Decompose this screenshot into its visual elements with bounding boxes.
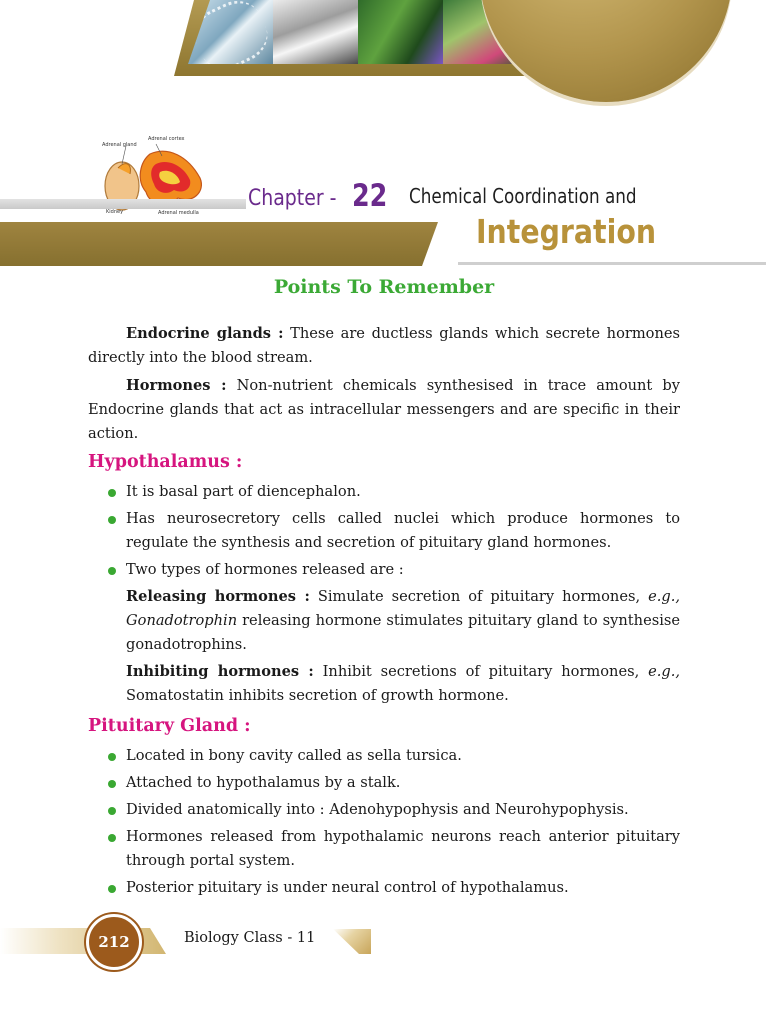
header-photo-strip [188,0,528,64]
figure-label-kidney: Kidney [106,209,124,215]
chapter-title: Chemical Coordination and [409,184,637,208]
releasing-hormones-text [88,585,680,657]
definition-hormones [88,374,680,446]
list-item-text: Posterior pituitary is under neural control of hypothalamus. [126,879,569,896]
brown-band-decoration [0,222,438,266]
list-item [88,798,680,822]
list-item-text: Hormones released from hypothalamic neurons reach anterior pituitary through portal system. [126,828,680,869]
term: Inhibiting hormones : [126,663,314,680]
list-item [88,876,680,900]
list-item-text: Divided anatomically into : Adenohypophysis and Neurohypophysis. [126,801,629,818]
list-item-text: It is basal part of diencephalon. [126,483,361,500]
list-item-text: Attached to hypothalamus by a stalk. [126,774,401,791]
text: releasing hormone stimulates pituitary gland to synthesise gonadotrophins. [126,612,680,653]
footer-tag-decoration [333,929,371,954]
bullet-icon [108,753,116,761]
plants-photo [358,0,443,64]
list-item [88,507,680,555]
list-item [88,558,680,582]
definition-endocrine-glands [88,322,680,370]
term: Endocrine glands : [126,325,284,342]
bullet-icon [108,885,116,893]
page-number-badge: 212 [86,914,142,970]
section-heading: Points To Remember [273,276,495,298]
bullet-icon [108,834,116,842]
footer-book-title: Biology Class - 11 [184,930,316,946]
text: Somatostatin inhibits secretion of growth hormone. [126,687,509,704]
list-item [88,480,680,504]
heading-rule [458,262,766,265]
list-item [88,825,680,873]
term: Releasing hormones : [126,588,310,605]
chapter-label: Chapter - [248,186,337,211]
list-item [88,771,680,795]
list-item [88,744,680,768]
definition-text: Non-nutrient chemicals synthesised in trace amount by Endocrine glands that act as intracellular messengers and are specific in their action. [88,377,680,442]
figure-label-adrenal-gland: Adrenal gland [102,142,137,148]
text: Simulate secretion of pituitary hormones, [309,588,649,605]
microscope-photo [273,0,358,64]
grey-stripe-decoration [0,199,246,209]
list-item-text: Has neurosecretory cells called nuclei which produce hormones to regulate the synthesis and secretion of pituitary gland hormones. [126,510,680,551]
chapter-subtitle: Integration [476,212,657,251]
bullet-icon [108,807,116,815]
figure-label-adrenal-cortex: Adrenal cortex [148,136,185,142]
chapter-number: 22 [352,178,388,214]
pituitary-list [88,744,680,900]
list-item-text: Two types of hormones released are : [126,561,404,578]
page-content [88,322,680,903]
bullet-icon [108,516,116,524]
hypothalamus-list [88,480,680,582]
text: e.g., [648,663,681,680]
figure-label-adrenal-medulla: Adrenal medulla [158,210,199,216]
inhibiting-hormones-text [88,660,680,708]
definition-text: These are ductless glands which secrete hormones directly into the blood stream. [88,325,680,366]
bullet-icon [108,780,116,788]
bullet-icon [108,489,116,497]
hypothalamus-heading: Hypothalamus : [88,452,243,472]
bullet-icon [108,567,116,575]
text: e.g., [648,588,680,605]
text: Gonadotrophin [126,612,238,629]
text: Inhibit secretions of pituitary hormones, [313,663,649,680]
list-item-text: Located in bony cavity called as sella tursica. [126,747,462,764]
term: Hormones : [126,377,227,394]
pituitary-heading: Pituitary Gland : [88,716,251,736]
gold-disc-decoration [480,0,732,102]
